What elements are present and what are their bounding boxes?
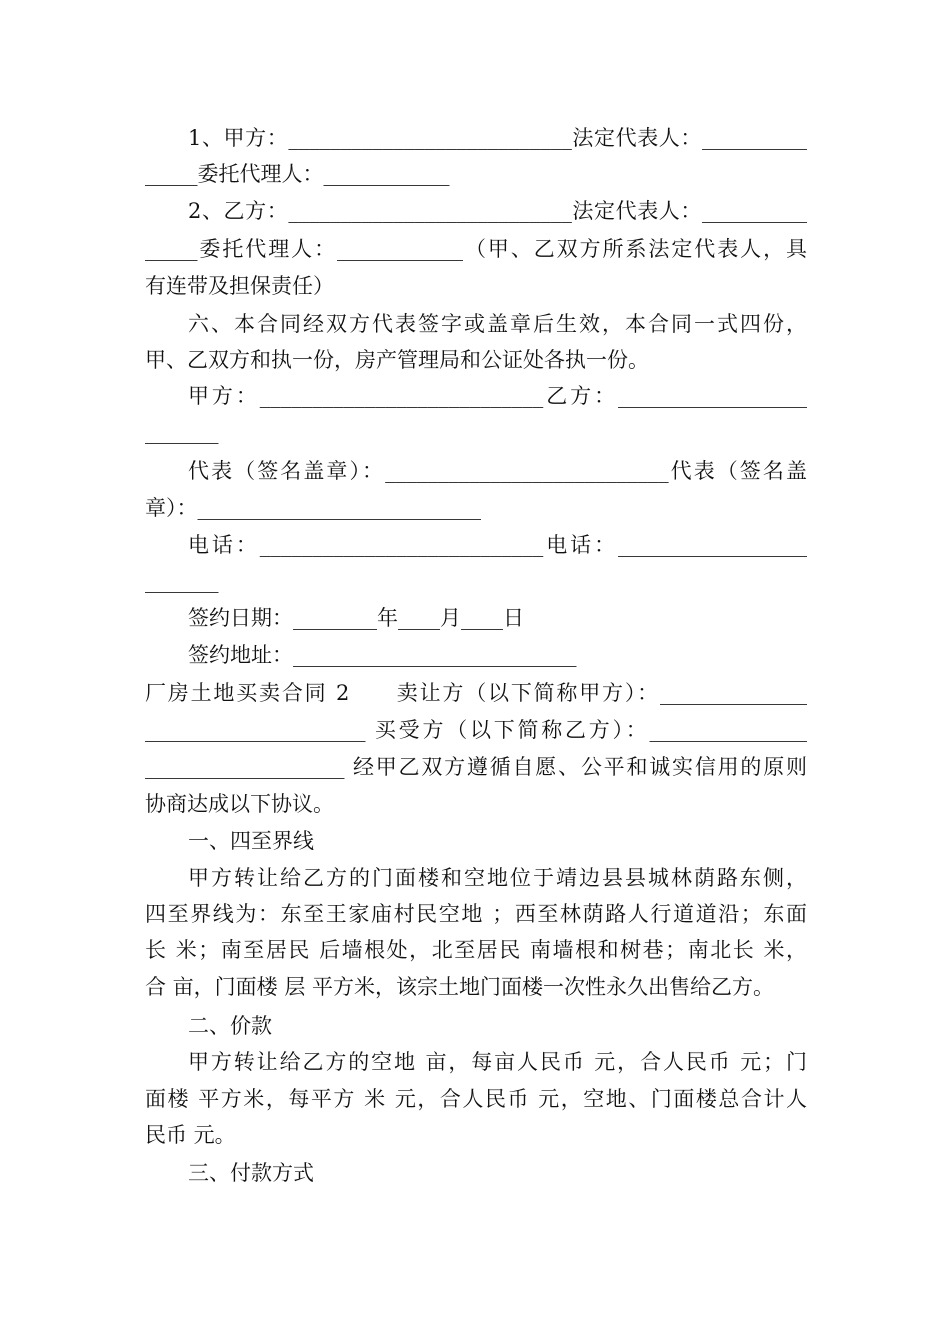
signature-parties-line: 甲方：___________________________乙方：__________________ bbox=[188, 384, 807, 408]
party-a-line: 1、甲方：___________________________法定代表人：__________ bbox=[188, 126, 807, 150]
principle-line: ___________________ 经甲乙双方遵循自愿、公平和诚实信用的原则 bbox=[145, 755, 807, 779]
representative-cont: 章）：___________________________ bbox=[145, 496, 481, 520]
phone-line: 电话：___________________________电话：__________________ bbox=[188, 533, 807, 557]
section-three-heading: 三、付款方式 bbox=[188, 1161, 314, 1185]
agreement-line: 协商达成以下协议。 bbox=[145, 792, 334, 816]
signing-date-line: 签约日期：________年____月____日 bbox=[188, 606, 524, 630]
phone-cont: _______ bbox=[145, 569, 219, 593]
liability-line: 有连带及担保责任） bbox=[145, 274, 334, 298]
party-b-line: 2、乙方：___________________________法定代表人：__________ bbox=[188, 199, 807, 223]
section-one-heading: 一、四至界线 bbox=[188, 829, 314, 853]
party-b-agent-line: _____委托代理人：____________（甲、乙双方所系法定代表人，具 bbox=[145, 237, 807, 261]
signing-address-line: 签约地址：___________________________ bbox=[188, 643, 577, 667]
party-a-agent-line: _____委托代理人：____________ bbox=[145, 162, 450, 186]
signature-parties-cont: _______ bbox=[145, 420, 219, 444]
section-one-para-2: 四至界线为：东至王家庙村民空地 ；西至林荫路人行道道沿；东面 bbox=[145, 902, 807, 926]
clause-six-line-2: 甲、乙双方和执一份，房产管理局和公证处各执一份。 bbox=[145, 348, 649, 372]
section-two-para-2: 面楼 平方米，每平方 米 元，合人民币 元，空地、门面楼总合计人 bbox=[145, 1087, 807, 1111]
representative-line: 代表（签名盖章）：___________________________代表（签名盖 bbox=[188, 459, 807, 483]
clause-six-line-1: 六、本合同经双方代表签字或盖章后生效，本合同一式四份， bbox=[188, 312, 807, 336]
section-one-para-4: 合 亩，门面楼 层 平方米，该宗土地门面楼一次性永久出售给乙方。 bbox=[145, 975, 775, 999]
contract-2-title-line: 厂房土地买卖合同 2 卖让方（以下简称甲方）：______________ bbox=[145, 681, 807, 705]
section-two-heading: 二、价款 bbox=[188, 1014, 272, 1038]
section-two-para-3: 民币 元。 bbox=[145, 1123, 236, 1147]
buyer-line: _____________________ 买受方（以下简称乙方）：_______________ bbox=[145, 718, 807, 742]
section-one-para-1: 甲方转让给乙方的门面楼和空地位于靖边县县城林荫路东侧， bbox=[188, 866, 807, 890]
section-two-para-1: 甲方转让给乙方的空地 亩，每亩人民币 元，合人民币 元；门 bbox=[188, 1050, 807, 1074]
section-one-para-3: 长 米；南至居民 后墙根处，北至居民 南墙根和树巷；南北长 米， bbox=[145, 938, 807, 962]
